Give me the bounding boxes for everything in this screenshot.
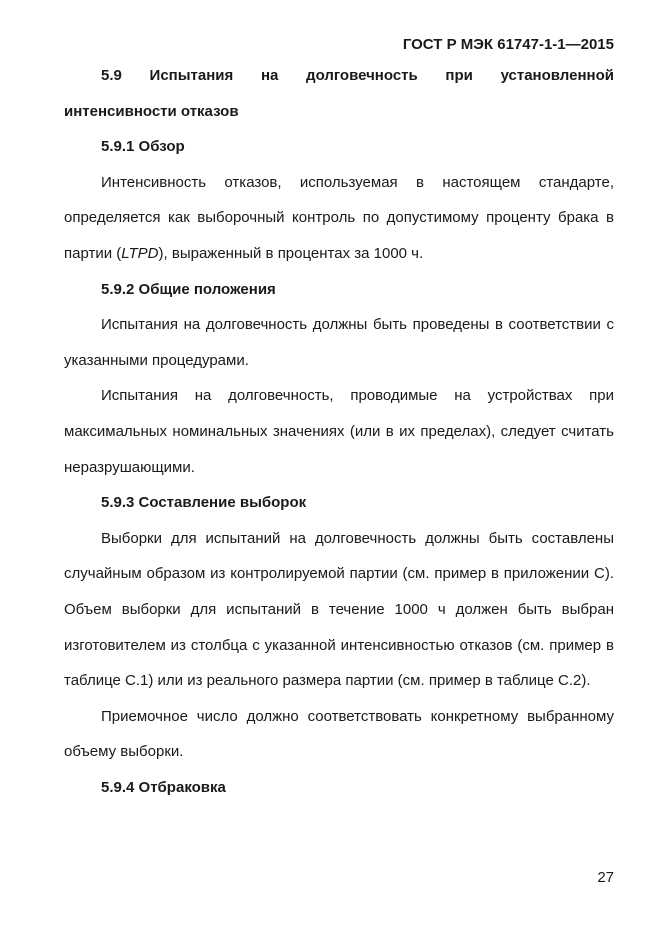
document-header: ГОСТ Р МЭК 61747-1-1—2015 — [402, 36, 614, 53]
document-body — [64, 58, 614, 805]
paragraph-text: ), выраженный в процентах за 1000 ч. — [158, 244, 424, 262]
page-number: 27 — [597, 869, 614, 886]
section-5-9-2-paragraph-1: Испытания на долговечность должны быть проведены в соответствии с указанными процедурами. — [64, 316, 614, 369]
section-5-9-3-paragraph-1: Выборки для испытаний на долговечность должны быть составлены случайным образом из контролируемой партии (см. пример в приложении С). Объем выборки для испытаний в течение 1000 ч должен быть выбран изготовителем из столбца с указанной интенсивностью отказов (см. пример в таблице С.1) или из реального размера партии (см. пример в таблице С.2). — [64, 529, 614, 690]
section-5-9-4-title: 5.9.4 Отбраковка — [101, 778, 226, 796]
section-5-9-title-word: на — [260, 67, 279, 84]
section-5-9-3-title: 5.9.3 Составление выборок — [101, 494, 307, 512]
section-5-9-3-paragraph-2: Приемочное число должно соответствовать конкретному выбранному объему выборки. — [64, 707, 614, 761]
section-5-9-1-title: 5.9.1 Обзор — [101, 138, 185, 156]
section-5-9-title-word: 5.9 — [101, 67, 122, 84]
section-5-9-title-line1 — [64, 58, 614, 94]
section-5-9-title-line2: интенсивности отказов — [64, 102, 239, 120]
ltpd-abbreviation: LTPD — [121, 244, 159, 262]
section-5-9-title-word: при — [445, 67, 473, 84]
section-5-9-title-word: Испытания — [149, 67, 234, 84]
section-5-9-title-word: установленной — [500, 67, 614, 84]
paragraph-text: Интенсивность отказов, используемая в настоящем стандарте, определяется как выборочный контроль по допустимому проценту брака в партии ( — [64, 173, 614, 262]
section-5-9-2-paragraph-2: Испытания на долговечность, проводимые на устройствах при максимальных номинальных значениях (или в их пределах), следует считать неразрушающими. — [64, 387, 614, 476]
section-5-9-1-paragraph — [64, 165, 614, 272]
section-5-9-title-word: долговечность — [306, 67, 418, 84]
section-5-9-2-title: 5.9.2 Общие положения — [101, 280, 276, 298]
